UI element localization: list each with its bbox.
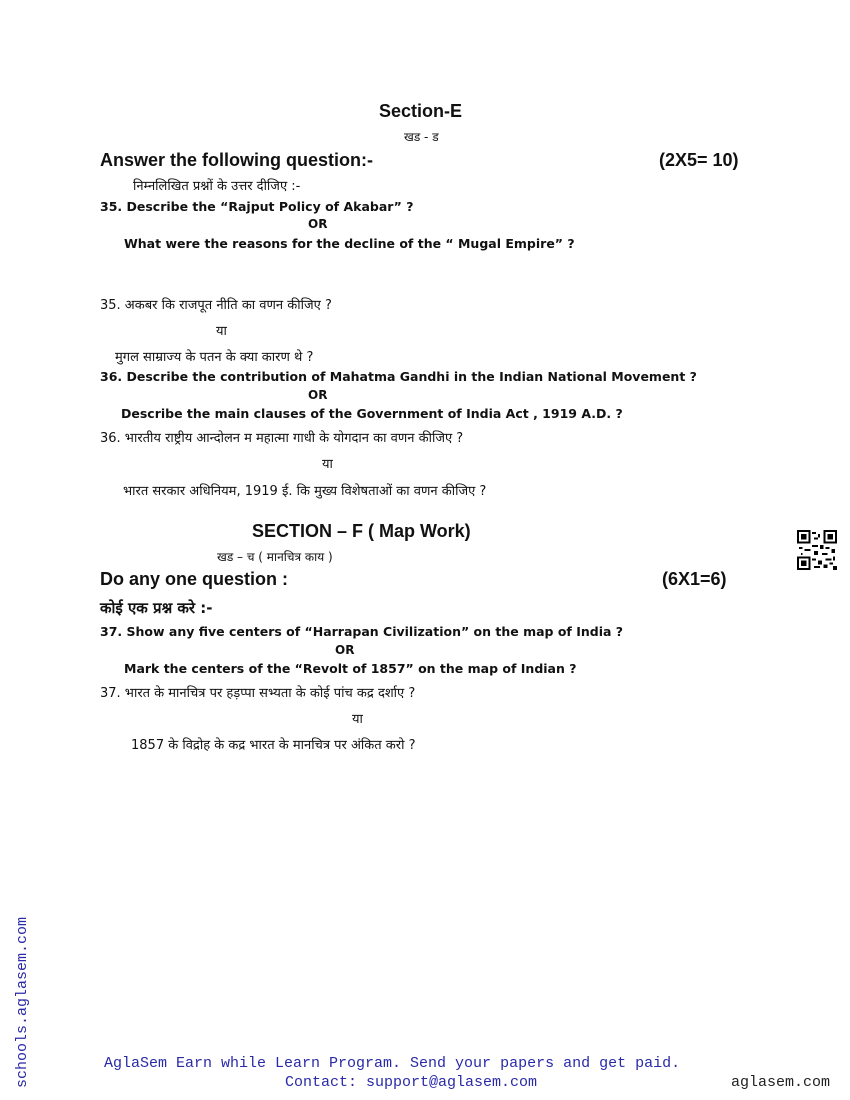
q37-english-b: Mark the centers of the “Revolt of 1857” on the map of Indian ? [124, 661, 577, 676]
q37-hindi-or: या [352, 712, 363, 727]
qr-code-icon [797, 530, 837, 575]
q37-english-a: 37. Show any five centers of “Harrapan Civilization” on the map of India ? [100, 624, 624, 639]
q36-hindi-or: या [322, 457, 333, 472]
q36-hindi-b: भारत सरकार अधिनियम, 1919 ई. कि मुख्य विशेषताओं का वणन कीजिए ? [123, 484, 487, 499]
section-e-subtitle-hi: खड - ड [404, 130, 439, 144]
q37-or: OR [335, 643, 355, 657]
section-f-instruction: Do any one question : [100, 569, 289, 589]
q35-english-b: What were the reasons for the decline of the “ Mugal Empire” ? [124, 236, 575, 251]
section-e-instruction-hi: निम्नलिखित प्रश्नों के उत्तर दीजिए :- [133, 179, 301, 194]
footer-program-text: AglaSem Earn while Learn Program. Send your papers and get paid. [104, 1055, 681, 1072]
q37-hindi-a: 37. भारत के मानचित्र पर हड़प्पा सभ्यता के कोई पांच कद्र दर्शाए ? [100, 686, 416, 701]
q36-english-a: 36. Describe the contribution of Mahatma Gandhi in the Indian National Movement ? [100, 369, 697, 384]
section-f-subtitle-hi: खड – च ( मानचित्र काय ) [217, 550, 333, 564]
q37-hindi-b: 1857 के विद्रोह के कद्र भारत के मानचित्र पर अंकित करो ? [131, 738, 416, 753]
q35-or: OR [308, 217, 328, 231]
section-e-instruction: Answer the following question:- [100, 150, 373, 170]
q36-english-b: Describe the main clauses of the Government of India Act , 1919 A.D. ? [121, 406, 623, 421]
q35-hindi-b: मुगल साम्राज्य के पतन के क्या कारण थे ? [115, 350, 314, 365]
q35-english-a: 35. Describe the “Rajput Policy of Akabar” ? [100, 199, 414, 214]
footer-site-link[interactable]: aglasem.com [731, 1074, 831, 1091]
q36-or: OR [308, 388, 328, 402]
q35-hindi-or: या [216, 324, 227, 339]
footer-contact-text: Contact: support@aglasem.com [285, 1074, 538, 1091]
q35-hindi-a: 35. अकबर कि राजपूत नीति का वणन कीजिए ? [100, 298, 332, 313]
section-f-marks: (6X1=6) [662, 569, 727, 589]
vertical-watermark: schools.aglasem.com [14, 916, 31, 1088]
section-f-instruction-hi: कोई एक प्रश्न करे :- [100, 599, 213, 617]
section-e-marks: (2X5= 10) [659, 150, 739, 170]
q36-hindi-a: 36. भारतीय राष्ट्रीय आन्दोलन म महात्मा गाधी के योगदान का वणन कीजिए ? [100, 431, 464, 446]
section-e-title: Section-E [379, 101, 463, 121]
section-f-title: SECTION – F ( Map Work) [252, 521, 471, 541]
